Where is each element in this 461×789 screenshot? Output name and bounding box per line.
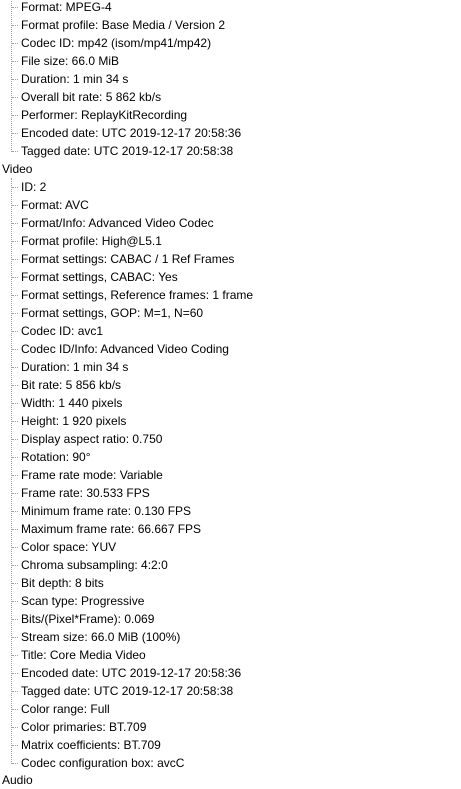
video-info-item[interactable]: Color range: Full <box>21 702 110 716</box>
video-info-item[interactable]: Minimum frame rate: 0.130 FPS <box>21 504 192 518</box>
tree-connector <box>12 187 18 188</box>
tree-connector <box>12 349 18 350</box>
tree-connector <box>12 691 18 692</box>
video-info-item[interactable]: Format: AVC <box>21 198 89 212</box>
audio-section-header[interactable]: Audio <box>2 773 33 787</box>
general-tree-line <box>11 0 12 152</box>
tree-connector <box>12 619 18 620</box>
video-info-item[interactable]: Format settings, GOP: M=1, N=60 <box>21 306 204 320</box>
tree-connector <box>12 655 18 656</box>
video-info-item[interactable]: Codec configuration box: avcC <box>21 756 185 770</box>
tree-connector <box>12 367 18 368</box>
tree-connector <box>12 763 18 764</box>
video-info-item[interactable]: Maximum frame rate: 66.667 FPS <box>21 522 202 536</box>
tree-connector <box>12 457 18 458</box>
video-info-item[interactable]: Format settings: CABAC / 1 Ref Frames <box>21 252 235 266</box>
general-info-item[interactable]: Encoded date: UTC 2019-12-17 20:58:36 <box>21 126 242 140</box>
tree-connector <box>12 745 18 746</box>
video-info-item[interactable]: Duration: 1 min 34 s <box>21 360 129 374</box>
video-info-item[interactable]: Height: 1 920 pixels <box>21 414 127 428</box>
general-info-item[interactable]: Format profile: Base Media / Version 2 <box>21 18 226 32</box>
video-info-item[interactable]: Codec ID: avc1 <box>21 324 104 338</box>
video-info-item[interactable]: Display aspect ratio: 0.750 <box>21 432 163 446</box>
video-info-item[interactable]: Chroma subsampling: 4:2:0 <box>21 558 168 572</box>
video-info-item[interactable]: Scan type: Progressive <box>21 594 145 608</box>
video-section-header[interactable]: Video <box>2 162 33 176</box>
video-info-item[interactable]: Frame rate mode: Variable <box>21 468 163 482</box>
tree-connector <box>12 223 18 224</box>
tree-connector <box>12 151 18 152</box>
tree-connector <box>12 601 18 602</box>
tree-connector <box>12 529 18 530</box>
tree-connector <box>12 385 18 386</box>
tree-connector <box>12 115 18 116</box>
tree-connector <box>12 727 18 728</box>
tree-connector <box>12 331 18 332</box>
tree-connector <box>12 97 18 98</box>
video-info-item[interactable]: Rotation: 90° <box>21 450 91 464</box>
general-info-item[interactable]: Overall bit rate: 5 862 kb/s <box>21 90 162 104</box>
video-info-item[interactable]: Format profile: High@L5.1 <box>21 234 162 248</box>
tree-connector <box>12 439 18 440</box>
tree-connector <box>12 511 18 512</box>
video-info-item[interactable]: Color primaries: BT.709 <box>21 720 147 734</box>
tree-connector <box>12 547 18 548</box>
tree-connector <box>12 493 18 494</box>
tree-connector <box>12 7 18 8</box>
general-info-item[interactable]: Format: MPEG-4 <box>21 0 112 14</box>
general-info-item[interactable]: Codec ID: mp42 (isom/mp41/mp42) <box>21 36 212 50</box>
general-info-item[interactable]: File size: 66.0 MiB <box>21 54 120 68</box>
video-info-item[interactable]: Codec ID/Info: Advanced Video Coding <box>21 342 229 356</box>
video-info-item[interactable]: Color space: YUV <box>21 540 117 554</box>
tree-connector <box>12 61 18 62</box>
video-info-item[interactable]: Tagged date: UTC 2019-12-17 20:58:38 <box>21 684 234 698</box>
tree-connector <box>12 475 18 476</box>
tree-connector <box>12 637 18 638</box>
video-info-item[interactable]: Bit rate: 5 856 kb/s <box>21 378 122 392</box>
video-info-item[interactable]: Format/Info: Advanced Video Codec <box>21 216 214 230</box>
tree-connector <box>12 277 18 278</box>
general-info-item[interactable]: Tagged date: UTC 2019-12-17 20:58:38 <box>21 144 234 158</box>
tree-connector <box>12 259 18 260</box>
video-info-item[interactable]: ID: 2 <box>21 180 47 194</box>
tree-connector <box>12 673 18 674</box>
tree-connector <box>12 313 18 314</box>
video-info-item[interactable]: Format settings, Reference frames: 1 frame <box>21 288 254 302</box>
video-info-item[interactable]: Bit depth: 8 bits <box>21 576 104 590</box>
video-info-item[interactable]: Bits/(Pixel*Frame): 0.069 <box>21 612 155 626</box>
video-info-item[interactable]: Frame rate: 30.533 FPS <box>21 486 150 500</box>
tree-connector <box>12 403 18 404</box>
video-info-item[interactable]: Matrix coefficients: BT.709 <box>21 738 161 752</box>
tree-connector <box>12 709 18 710</box>
tree-connector <box>12 79 18 80</box>
tree-connector <box>12 295 18 296</box>
tree-connector <box>12 133 18 134</box>
tree-connector <box>12 565 18 566</box>
tree-connector <box>12 241 18 242</box>
video-info-item[interactable]: Stream size: 66.0 MiB (100%) <box>21 630 181 644</box>
tree-connector <box>12 583 18 584</box>
video-info-item[interactable]: Encoded date: UTC 2019-12-17 20:58:36 <box>21 666 242 680</box>
tree-connector <box>12 421 18 422</box>
tree-connector <box>12 205 18 206</box>
tree-connector <box>12 25 18 26</box>
general-info-item[interactable]: Performer: ReplayKitRecording <box>21 108 188 122</box>
tree-connector <box>12 43 18 44</box>
video-info-item[interactable]: Format settings, CABAC: Yes <box>21 270 178 284</box>
video-info-item[interactable]: Title: Core Media Video <box>21 648 146 662</box>
video-tree-line <box>11 178 12 764</box>
general-info-item[interactable]: Duration: 1 min 34 s <box>21 72 129 86</box>
video-info-item[interactable]: Width: 1 440 pixels <box>21 396 123 410</box>
